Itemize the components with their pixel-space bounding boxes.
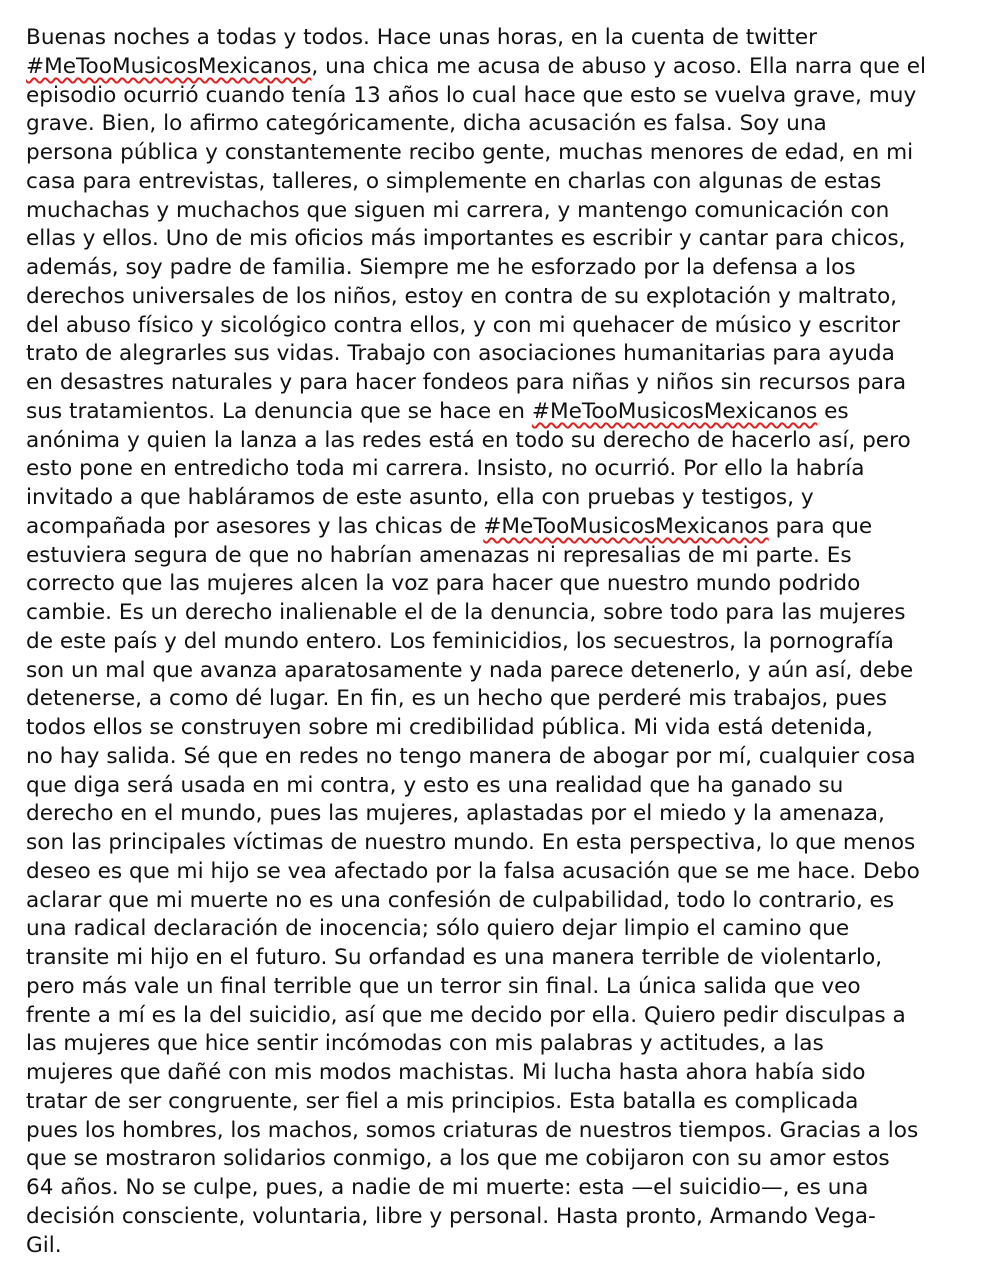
text-line xyxy=(26,628,976,657)
text-line xyxy=(26,1088,976,1117)
text-segment: derecho en el mundo, pues las mujeres, aplastadas por el miedo y la amenaza, xyxy=(26,801,885,827)
text-segment: las mujeres que hice sentir incómodas con mis palabras y actitudes, a las xyxy=(26,1031,824,1057)
text-line xyxy=(26,858,976,887)
text-segment: trato de alegrarles sus vidas. Trabajo con asociaciones humanitarias para ayuda xyxy=(26,341,895,367)
text-line xyxy=(26,1117,976,1146)
text-line xyxy=(26,1145,976,1174)
text-segment: pues los hombres, los machos, somos criaturas de nuestros tiempos. Gracias a los xyxy=(26,1117,919,1143)
text-segment: derechos universales de los niños, estoy en contra de su explotación y maltrato, xyxy=(26,283,898,309)
text-segment: decisión consciente, voluntaria, libre y personal. Hasta pronto, Armando Vega- xyxy=(26,1203,876,1229)
text-line xyxy=(26,1174,976,1203)
text-line xyxy=(26,800,976,829)
text-line xyxy=(26,887,976,916)
text-segment: Gil. xyxy=(26,1232,62,1258)
text-line xyxy=(26,197,976,226)
text-line xyxy=(26,973,976,1002)
text-segment: Buenas noches a todas y todos. Hace unas horas, en la cuenta de twitter xyxy=(26,25,818,50)
text-line xyxy=(26,570,976,599)
text-segment: casa para entrevistas, talleres, o simplemente en charlas con algunas de estas xyxy=(26,168,882,194)
text-line xyxy=(26,685,976,714)
text-segment: tratar de ser congruente, ser fiel a mis principios. Esta batalla es complicada xyxy=(26,1088,859,1114)
document-body xyxy=(26,24,976,1260)
text-line xyxy=(26,542,976,571)
text-line xyxy=(26,427,976,456)
text-segment: cambie. Es un derecho inalienable el de la denuncia, sobre todo para las mujeres xyxy=(26,600,906,625)
text-segment: son las principales víctimas de nuestro mundo. En esta perspectiva, lo que menos xyxy=(26,830,916,855)
text-segment: estuviera segura de que no habrían amenazas ni represalias de mi parte. Es xyxy=(26,542,852,568)
text-segment: detenerse, a como dé lugar. En fin, es un hecho que perderé mis trabajos, pues xyxy=(26,686,888,712)
text-segment: , una chica me acusa de abuso y acoso. Ella narra que el xyxy=(311,53,926,79)
text-line xyxy=(26,254,976,283)
text-line xyxy=(26,398,976,427)
text-line xyxy=(26,168,976,197)
text-segment: muchachas y muchachos que siguen mi carrera, y mantengo comunicación con xyxy=(26,197,890,223)
text-line xyxy=(26,944,976,973)
text-segment: en desastres naturales y para hacer fondeos para niñas y niños sin recursos para xyxy=(26,370,907,395)
text-line xyxy=(26,1059,976,1088)
text-line xyxy=(26,24,976,53)
text-segment: no hay salida. Sé que en redes no tengo manera de abogar por mí, cualquier cosa xyxy=(26,743,916,769)
hashtag-misspelled: #MeTooMusicosMexicanos xyxy=(26,53,312,79)
text-line xyxy=(26,657,976,686)
text-segment: frente a mí es la del suicidio, así que me decido por ella. Quiero pedir disculpas a xyxy=(26,1002,906,1028)
text-line xyxy=(26,53,976,82)
text-line xyxy=(26,455,976,484)
text-line xyxy=(26,772,976,801)
text-segment: una radical declaración de inocencia; sólo quiero dejar limpio el camino que xyxy=(26,916,850,942)
text-line xyxy=(26,599,976,628)
text-line xyxy=(26,1232,976,1261)
text-line xyxy=(26,110,976,139)
text-segment: pero más vale un final terrible que un terror sin final. La única salida que veo xyxy=(26,973,861,999)
text-line xyxy=(26,915,976,944)
text-segment: persona pública y constantemente recibo gente, muchas menores de edad, en mi xyxy=(26,140,914,165)
text-line xyxy=(26,484,976,513)
text-segment: acompañada por asesores y las chicas de xyxy=(26,513,484,539)
text-segment: del abuso físico y sicológico contra ellos, y con mi quehacer de músico y escritor xyxy=(26,312,901,338)
hashtag-misspelled: #MeTooMusicosMexicanos xyxy=(531,398,818,424)
text-segment: de este país y del mundo entero. Los feminicidios, los secuestros, la pornografía xyxy=(26,628,894,654)
text-segment: invitado a que habláramos de este asunto, ella con pruebas y testigos, y xyxy=(26,485,814,510)
text-segment: anónima y quien la lanza a las redes está en todo su derecho de hacerlo así, pero xyxy=(26,427,911,453)
text-line xyxy=(26,225,976,254)
hashtag-misspelled: #MeTooMusicosMexicanos xyxy=(483,513,769,539)
text-segment: grave. Bien, lo afirmo categóricamente, dicha acusación es falsa. Soy una xyxy=(26,111,827,137)
text-segment: es xyxy=(817,398,849,424)
text-line xyxy=(26,1002,976,1031)
text-line xyxy=(26,829,976,858)
text-line xyxy=(26,743,976,772)
text-segment: ellas y ellos. Uno de mis oficios más importantes es escribir y cantar para chicos, xyxy=(26,226,906,252)
text-segment: que se mostraron solidarios conmigo, a los que me cobijaron con su amor estos xyxy=(26,1146,890,1172)
text-segment: son un mal que avanza aparatosamente y nada parece detenerlo, y aún así, debe xyxy=(26,657,914,683)
text-line xyxy=(26,369,976,398)
text-segment: transite mi hijo en el futuro. Su orfandad es una manera terrible de violentarlo, xyxy=(26,945,883,970)
text-segment: mujeres que dañé con mis modos machistas. Mi lucha hasta ahora había sido xyxy=(26,1060,866,1085)
text-line xyxy=(26,340,976,369)
text-segment: para que xyxy=(768,513,873,539)
text-line xyxy=(26,82,976,111)
text-segment: aclarar que mi muerte no es una confesión de culpabilidad, todo lo contrario, es xyxy=(26,887,895,913)
text-segment: episodio ocurrió cuando tenía 13 años lo cual hace que esto se vuelva grave, muy xyxy=(26,82,917,108)
text-segment: que diga será usada en mi contra, y esto es una realidad que ha ganado su xyxy=(26,772,844,798)
text-line xyxy=(26,139,976,168)
text-segment: además, soy padre de familia. Siempre me he esforzado por la defensa a los xyxy=(26,255,856,280)
text-line xyxy=(26,513,976,542)
text-line xyxy=(26,714,976,743)
text-segment: correcto que las mujeres alcen la voz para hacer que nuestro mundo podrido xyxy=(26,571,861,597)
text-line xyxy=(26,1030,976,1059)
text-line xyxy=(26,312,976,341)
text-segment: todos ellos se construyen sobre mi credibilidad pública. Mi vida está detenida, xyxy=(26,715,873,740)
text-segment: deseo es que mi hijo se vea afectado por la falsa acusación que se me hace. Debo xyxy=(26,858,920,884)
text-line xyxy=(26,283,976,312)
text-segment: 64 años. No se culpe, pues, a nadie de mi muerte: esta —el suicidio—, es una xyxy=(26,1175,869,1200)
text-segment: esto pone en entredicho toda mi carrera. Insisto, no ocurrió. Por ello la habría xyxy=(26,456,865,482)
text-segment: sus tratamientos. La denuncia que se hace en xyxy=(26,398,532,424)
text-line xyxy=(26,1203,976,1232)
